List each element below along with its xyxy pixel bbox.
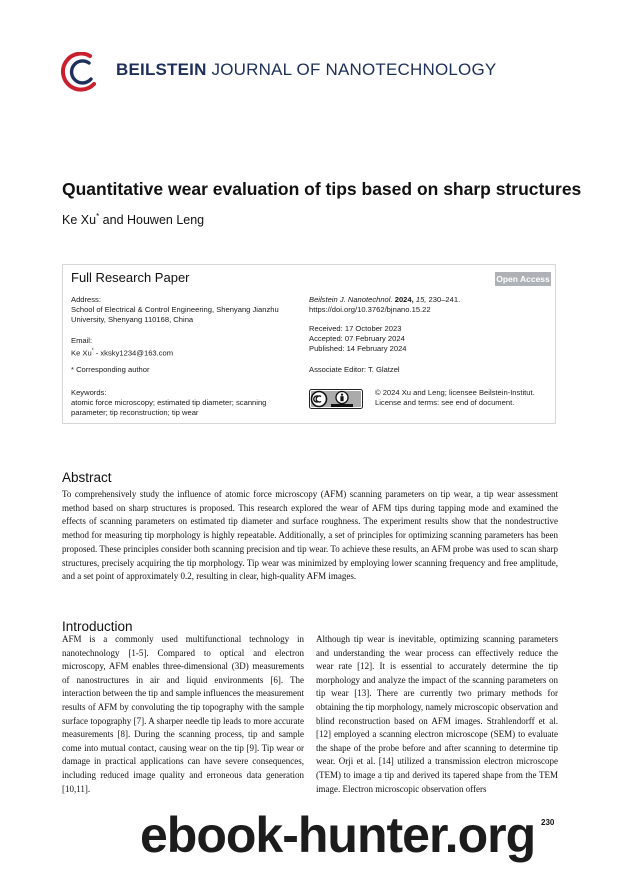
introduction-right-column: Although tip wear is inevitable, optimizing scanning parameters and understanding the wear process can effectively reduce the wear rate [12]. It is essential to accurately determine the tip morphology and analyze the impact of the scanning parameters on tip wear [13]. There are currently two primary methods for obtaining the tip morphology, namely microscopic observation and blind reconstruction based on AFM images. Strahlendorff et al. [12] employed a scanning electron microscope (SEM) to evaluate the shape of the probe before and after scanning to determine tip wear. Orji et al. [14] utilized a transmission electron microscope (TEM) to image a tip and derived its tapered shape from the TEM image. Electron microscopic observation offers xyxy=(316,634,558,794)
paper-type: Full Research Paper xyxy=(71,270,190,285)
introduction-left-column: AFM is a commonly used multifunctional technology in nanotechnology [1-5]. Compared to optical and electron microscopy, AFM enables three-dimensional (3D) measurements of nanostructures in air and liquid environments [6]. The interaction between the tip and sample influences the measurement results of AFM by convoluting the tip topography with the sample surface topography [7]. A sharper needle tip leads to more accurate measurements [8]. During the scanning process, tip and sample come into mutual contact, causing wear on the tip [9]. Tip wear or damage in practical applications can have severe consequences, including reduced image quality and erroneous data generation [10,11]. xyxy=(62,634,304,794)
license-terms-link[interactable]: License and terms: see end of document. xyxy=(375,398,515,408)
open-access-badge[interactable]: Open Access xyxy=(496,274,550,284)
abstract-heading: Abstract xyxy=(62,470,112,485)
author-link[interactable]: Ke Xu xyxy=(62,213,97,228)
license-block: © 2024 Xu and Leng; licensee Beilstein-Institut. License and terms: see end of document. xyxy=(375,388,555,408)
abstract-text: To comprehensively study the influence of atomic force microscopy (AFM) scanning parameters on tip wear, a tip wear assessment method based on sharp structures is proposed. This research explored the wear of AFM tips during tapping mode and examined the effects of scanning parameters on estimated tip diameter and surface roughness. The experiment results show that the nondestructive method for measuring tip morphology is highly repeatable. Additionally, a set of principles for optimizing scanning parameters has been proposed. These principles consider both scanning precision and tip wear. To achieve these results, an AFM probe was used to scan sharp structures, precisely acquiring the tip morphology. Tip wear was minimized by employing lower scanning frequency and free amplitude, and a set point of approximately 0.2, resulting in clear, high-quality AFM images. xyxy=(62,489,558,582)
address-block: Address: School of Electrical & Control Engineering, Shenyang Jianzhu University, Shenyang 110168, China xyxy=(71,295,279,325)
journal-logo-icon xyxy=(60,52,104,92)
corresponding-author-note: * Corresponding author xyxy=(71,365,150,374)
email-link[interactable]: - xksky1234@163.com xyxy=(93,348,174,358)
introduction-heading: Introduction xyxy=(62,619,133,634)
citation-block: Beilstein J. Nanotechnol. 2024, 15, 230–241. https://doi.org/10.3762/bjnano.15.22 xyxy=(309,295,549,315)
cc-by-icon[interactable] xyxy=(309,389,363,409)
associate-editor: Associate Editor: T. Glatzel xyxy=(309,365,400,374)
dates-block: Received: 17 October 2023 Accepted: 07 February 2024 Published: 14 February 2024 xyxy=(309,324,407,354)
page-number: 230 xyxy=(541,818,555,827)
doi-link[interactable]: https://doi.org/10.3762/bjnano.15.22 xyxy=(309,305,431,315)
author-list: Ke Xu* and Houwen Leng xyxy=(62,212,205,228)
paper-title: Quantitative wear evaluation of tips based on sharp structures xyxy=(62,179,582,199)
email-block: Email: Ke Xu* - xksky1234@163.com xyxy=(71,336,174,358)
watermark-text: ebook-hunter.org xyxy=(140,807,536,863)
journal-name: BEILSTEIN JOURNAL OF NANOTECHNOLOGY xyxy=(116,60,497,79)
keywords-block: Keywords: atomic force microscopy; estimated tip diameter; scanning parameter; tip reconstruction; tip wear xyxy=(71,388,267,418)
